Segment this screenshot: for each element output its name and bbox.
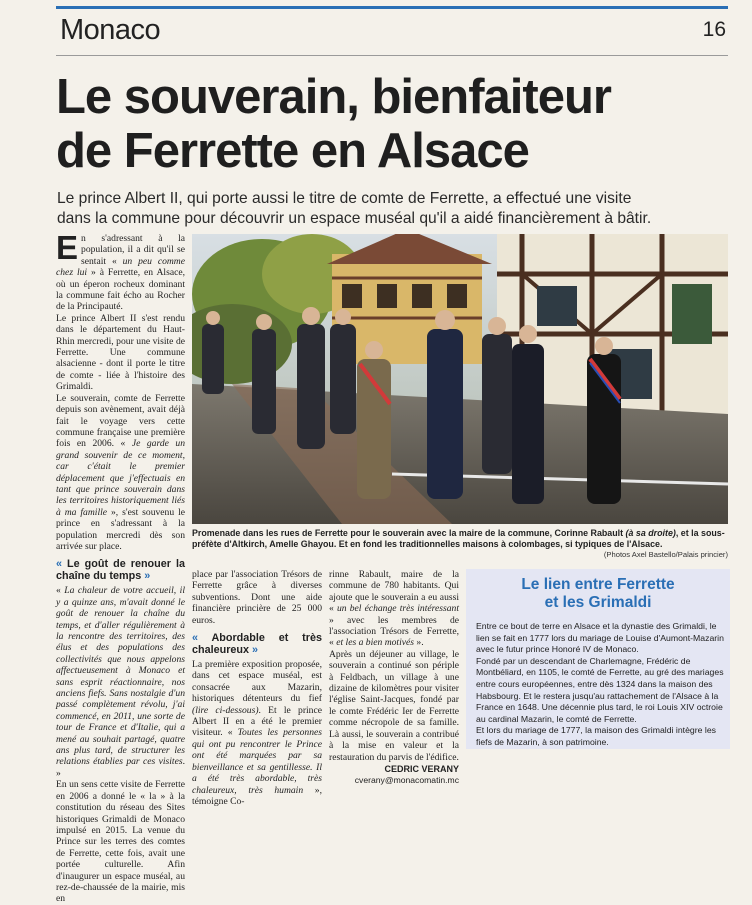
- paragraph: Entre ce bout de terre en Alsace et la dynastie des Grimaldi, le lien se fait en 1777 lors du mariage de Louise d'Aumont-Mazarin avec le futur prince Honoré IV de Monaco.: [476, 621, 724, 655]
- header-divider: [56, 55, 728, 56]
- subheading: « Abordable et très chaleureux »: [192, 632, 322, 657]
- headline-line-2: de Ferrette en Alsace: [56, 124, 529, 178]
- paragraph: rinne Rabault, maire de la commune de 780 habitants. Qui ajoute que le souverain a eu aussi « un bel échange très intéressant » avec les membres de l'association Trésors de Ferrette, « et les a bien motivés ».: [329, 569, 459, 649]
- subheading: « Le goût de renouer la chaîne du temps »: [56, 558, 185, 583]
- paragraph: place par l'association Trésors de Ferrette grâce à diverses subventions. Dont une aide financière princière de 25 000 euros.: [192, 569, 322, 626]
- sidebar-body: [476, 621, 724, 749]
- paragraph: Et lors du mariage de 1777, la maison des Grimaldi intègre les fiefs de Mazarin, à son patrimoine.: [476, 725, 716, 747]
- page-number: 16: [702, 18, 726, 41]
- author-email[interactable]: cverany@monacomatin.mc: [354, 775, 459, 786]
- article-deck: [57, 189, 737, 228]
- section-title: Monaco: [60, 14, 161, 46]
- paragraph: En un sens cette visite de Ferrette en 2006 a donné le « la » à la constitution du réseau des Sites historiques Grimaldi de Monaco impulsé en 2015. La venue du Prince sur les terres des comtes de Ferrette, cette fois, avait une portée culturelle. Afin d'inaugurer un espace muséal, au rez-de-chaussée de la mairie, mis en: [56, 779, 185, 905]
- paragraph: La première exposition proposée, dans cet espace muséal, est consacrée aux Mazarin, historiques détenteurs du fief (lire ci-dessous). Et le prince Albert II en a été le premier visiteur. « Toutes les personnes qui ont pu rencontrer le Prince ont été marquées par sa bienveillance et sa gentillesse. Il a été très abordable, très chaleureux, très humain », témoigne Co-: [192, 659, 322, 807]
- deck-line-1: Le prince Albert II, qui porte aussi le titre de comte de Ferrette, a effectué une visite: [57, 190, 632, 207]
- article-photo: [192, 234, 728, 524]
- paragraph: En s'adressant à la population, il a dit qu'il se sentait « un peu comme chez lui » à Ferrette, en Alsace, où un éperon rocheux dominant la commune fait écho au Rocher de la Principauté.: [56, 229, 185, 313]
- headline: [56, 70, 736, 178]
- author-signature: CEDRIC VERANY: [384, 763, 459, 774]
- sidebar-title: Le lien entre Ferrette et les Grimaldi: [521, 576, 675, 611]
- sidebar-box: [466, 569, 730, 749]
- photo-credit: (Photos Axel Bastello/Palais princier): [603, 550, 728, 559]
- street-procession-photo: [192, 234, 728, 524]
- paragraph: Fondé par un descendant de Charlemagne, Frédéric de Montbéliard, en 1105, le comté de Ferrette, au gré des mariages entre cours européennes, entre dès 1324 dans la maison des Habsbourg. Et le restera jusqu'au rattachement de l'Alsace à la France en 1648. Une décennie plus tard, le roi Louis XIV octroie au cardinal Mazarin, le comté de Ferrette.: [476, 655, 724, 724]
- article-column-3: [329, 569, 459, 787]
- paragraph: Le prince Albert II s'est rendu dans le département du Haut-Rhin mercredi, pour une visite de Ferrette. Une commune alsacienne - dont il porte le titre de comte - liée à l'histoire des Grimaldi.: [56, 312, 185, 393]
- paragraph: Le souverain, comte de Ferrette depuis son avènement, avait déjà fait le voyage vers cette commune française une première fois en 2006. « Je garde un grand souvenir de ce moment, car c'était le premier déplacement que j'effectuais en tant que prince souverain dans les territoires historiquement liés à ma famille », s'est souvenu le prince en s'adressant à la population mercredi dès son arrivée sur place.: [56, 392, 186, 552]
- article-column-2: [192, 569, 322, 807]
- paragraph: « La chaleur de votre accueil, il y a quinze ans, m'avait donné le goût de renouer la chaîne du temps, et d'aller régulièrement à la rencontre des territoires, des élus et des populations des collectivités que nous appelons affectueusement à Monaco et sans esprit réactionnaire, nos anciens fiefs. Sans nostalgie d'un passé complètement révolu, j'ai commencé, en 2011, une sorte de tour de France et d'Italie, qui a mené au souhait partagé, quatre ans plus tard, de structurer les relations établies par ces visites. »: [56, 585, 185, 779]
- deck-line-2: dans la commune pour découvrir un espace muséal qu'il a aidé financièrement à bâtir.: [57, 209, 652, 227]
- drop-cap: E: [56, 229, 79, 266]
- article-column-1: [56, 229, 186, 905]
- photo-caption: Promenade dans les rues de Ferrette pour le souverain avec la maire de la commune, Corinne Rabault (à sa droite), et la sous-préfète d'Altkirch, Amelle Ghayou. Et en fond les traditionnelles maisons à colombages, si typiques de l'Alsace.: [192, 528, 725, 549]
- headline-line-1: Le souverain, bienfaiteur: [56, 70, 611, 124]
- paragraph: Après un déjeuner au village, le souverain a continué son périple à Feldbach, un village à une dizaine de kilomètres pour visiter l'église Saint-Jacques, fondé par le comte Frédéric Ier de Ferrette comme nécropole de sa famille. Là aussi, le souverain a contribué à la mise en valeur et la restauration du parvis de l'édifice.: [329, 648, 459, 763]
- section-top-rule: [56, 6, 728, 9]
